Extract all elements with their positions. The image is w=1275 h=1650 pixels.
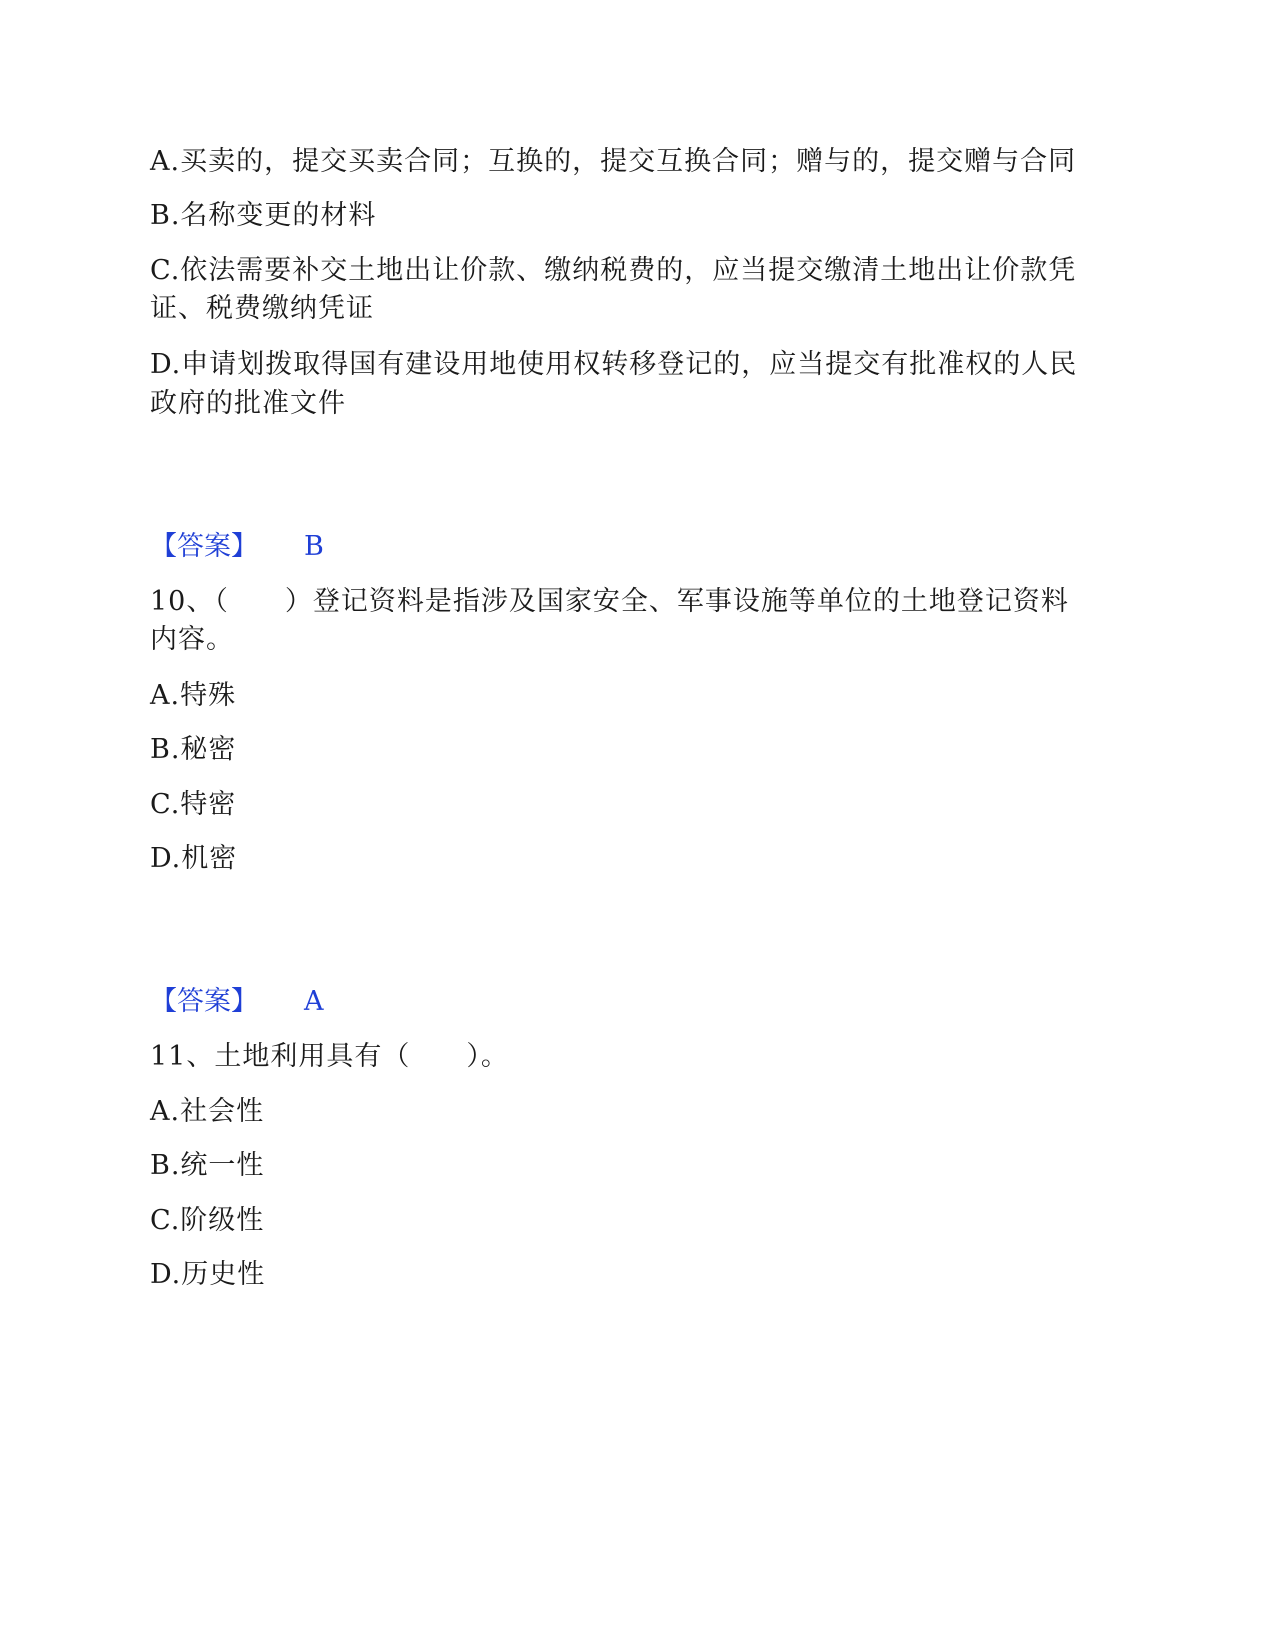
q10-stem-line1: 10、（ ）登记资料是指涉及国家安全、军事设施等单位的土地登记资料 [150, 586, 1069, 617]
q9-answer [150, 527, 324, 567]
q9-answer-label: 【答案】 [150, 531, 258, 562]
q11-option-a: A.社会性 [150, 1096, 265, 1127]
q11-option-b: B.统一性 [150, 1150, 265, 1181]
q10-option-a: A.特殊 [150, 680, 237, 711]
q10-option-b: B.秘密 [150, 734, 237, 765]
q10-option-d: D.机密 [150, 843, 238, 874]
q11-option-c: C.阶级性 [150, 1205, 265, 1236]
q10-stem-line2: 内容。 [150, 624, 234, 655]
q9-option-b: B.名称变更的材料 [150, 200, 377, 231]
q10-answer-label: 【答案】 [150, 986, 258, 1017]
q9-option-a: A.买卖的，提交买卖合同；互换的，提交互换合同；赠与的，提交赠与合同 [150, 146, 1077, 177]
q10-option-c: C.特密 [150, 789, 237, 820]
q11-stem: 11、土地利用具有（ ）。 [150, 1041, 509, 1072]
q9-option-d-line1: D.申请划拨取得国有建设用地使用权转移登记的，应当提交有批准权的人民 [150, 349, 1078, 380]
q10-answer-value: A [304, 986, 324, 1017]
q9-option-d-line2: 政府的批准文件 [150, 388, 346, 419]
q11-option-d: D.历史性 [150, 1259, 266, 1290]
q9-option-c-line1: C.依法需要补交土地出让价款、缴纳税费的，应当提交缴清土地出让价款凭 [150, 255, 1077, 286]
q9-answer-value: B [304, 531, 324, 562]
q9-option-c-line2: 证、税费缴纳凭证 [150, 293, 374, 324]
q10-answer [150, 982, 324, 1022]
